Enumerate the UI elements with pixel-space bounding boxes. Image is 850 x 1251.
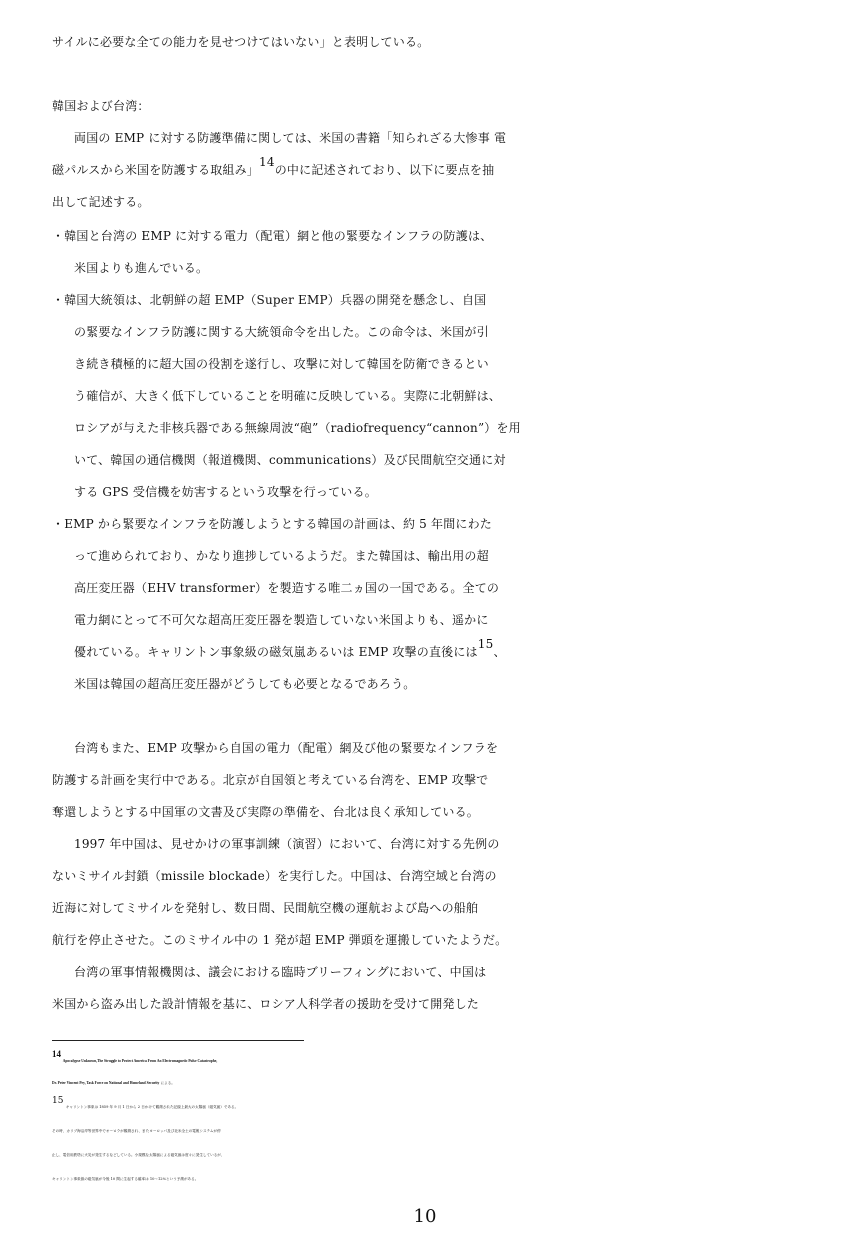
bullet-line: 優れている。キャリントン事象級の磁気嵐あるいは EMP 攻撃の直後には$^{15}$、 [74, 637, 506, 659]
paragraph-line: 台湾の軍事情報機関は、議会における臨時ブリーフィングにおいて、中国は [74, 965, 487, 979]
paragraph-line: 磁パルスから米国を防護する取組み」$^{14}$の中に記述されており、以下に要点を抽 [52, 155, 495, 177]
bullet-line: う確信が、大きく低下していることを明確に反映している。実際に北朝鮮は、 [74, 389, 502, 403]
section-heading: 韓国および台湾： [52, 99, 150, 113]
bullet-line: ・韓国大統領は、北朝鮮の超 EMP（Super EMP）兵器の開発を懸念し、自国 [52, 293, 487, 307]
footnote-15-cont: 止し、電信用鉄塔に火災が発生するなどしている。小規模な太陽嵐による磁気嵐は度々に発生しているが、 [52, 1153, 225, 1157]
paragraph-line: 奪還しようとする中国軍の文書及び実際の準備を、台北は良く承知している。 [52, 805, 480, 819]
footnote-ref-15: 15 [477, 637, 494, 651]
paragraph-line: 近海に対してミサイルを発射し、数日間、民間航空機の運航および島への船舶 [52, 901, 479, 915]
footnote-15-cont: キャリントン事象級の磁気嵐が今後 10 間に生起する確率は 10～12%という予測がある。 [52, 1177, 199, 1181]
paragraph-line: 米国から盗み出した設計情報を基に、ロシア人科学者の援助を受けて開発した [52, 997, 480, 1011]
footnote-15-cont: その時、カリブ海沿岸等世界中でオーロラが観測され、またヨーロッパ及び北米全土の電報システムが停 [52, 1129, 221, 1133]
footnote-15: $^{15}$ キャリントン事象は 1859 年 9 月 1 日から 2 日かけて観測された記録上最大の太陽嵐（磁気嵐）である。 [52, 1096, 239, 1109]
text-line: サイルに必要な全ての能力を見せつけてはいない」と表明している。 [52, 35, 430, 49]
bullet-line: 電力網にとって不可欠な超高圧変圧器を製造していない米国よりも、遥かに [74, 613, 489, 627]
footnote-ref-14: 14 [259, 155, 275, 169]
paragraph-line: 防護する計画を実行中である。北京が自国領と考えている台湾を、EMP 攻撃で [52, 773, 489, 787]
bullet-line: する GPS 受信機を妨害するという攻撃を行っている。 [74, 485, 377, 499]
paragraph-line: 出して記述する。 [52, 195, 150, 209]
paragraph-line: 台湾もまた、EMP 攻撃から自国の電力（配電）網及び他の緊要なインフラを [74, 741, 499, 755]
bullet-line: き続き積極的に超大国の役割を遂行し、攻撃に対して韓国を防衛できるとい [74, 357, 489, 371]
bullet-line: いて、韓国の通信機関（報道機関、communications）及び民間航空交通に対 [74, 453, 506, 467]
footnote-marker: 14 [52, 1049, 61, 1059]
paragraph-line: ないミサイル封鎖（missile blockade）を実行した。中国は、台湾空域と台湾の [52, 869, 497, 883]
bullet-line: って進められており、かなり進捗しているようだ。また韓国は、輸出用の超 [74, 549, 489, 563]
bullet-line: 米国は韓国の超高圧変圧器がどうしても必要となるであろう。 [74, 677, 416, 691]
footnote-14: $^{14}$ Apocalypse Unknown,The Struggle to Protect America From An Electromagnetic Pulse Catastrophe, [52, 1049, 218, 1063]
paragraph-line: 1997 年中国は、見せかけの軍事訓練（演習）において、台湾に対する先例の [74, 837, 500, 851]
footnote-14-cont: Dr. Peter Vincent Pry, Task Force on National and Homeland Security による。 [52, 1081, 175, 1085]
paragraph-line: 両国の EMP に対する防護準備に関しては、米国の書籍「知られざる大惨事 電 [74, 131, 507, 145]
footnote-marker: 15 [52, 1096, 64, 1106]
bullet-line: 米国よりも進んでいる。 [74, 261, 209, 275]
footnote-divider [52, 1040, 304, 1041]
bullet-line: ロシアが与えた非核兵器である無線周波“砲”（radiofrequency“cannon”）を用 [74, 421, 521, 435]
paragraph-line: 航行を停止させた。このミサイル中の 1 発が超 EMP 弾頭を運搬していたようだ。 [52, 933, 508, 947]
bullet-line: の緊要なインフラ防護に関する大統領命令を出した。この命令は、米国が引 [74, 325, 489, 339]
page-number: 10 [413, 1206, 437, 1227]
bullet-line: ・EMP から緊要なインフラを防護しようとする韓国の計画は、約 5 年間にわた [52, 517, 493, 531]
bullet-line: ・韓国と台湾の EMP に対する電力（配電）網と他の緊要なインフラの防護は、 [52, 229, 493, 243]
bullet-line: 高圧変圧器（EHV transformer）を製造する唯二ヵ国の一国である。全ての [74, 581, 500, 595]
